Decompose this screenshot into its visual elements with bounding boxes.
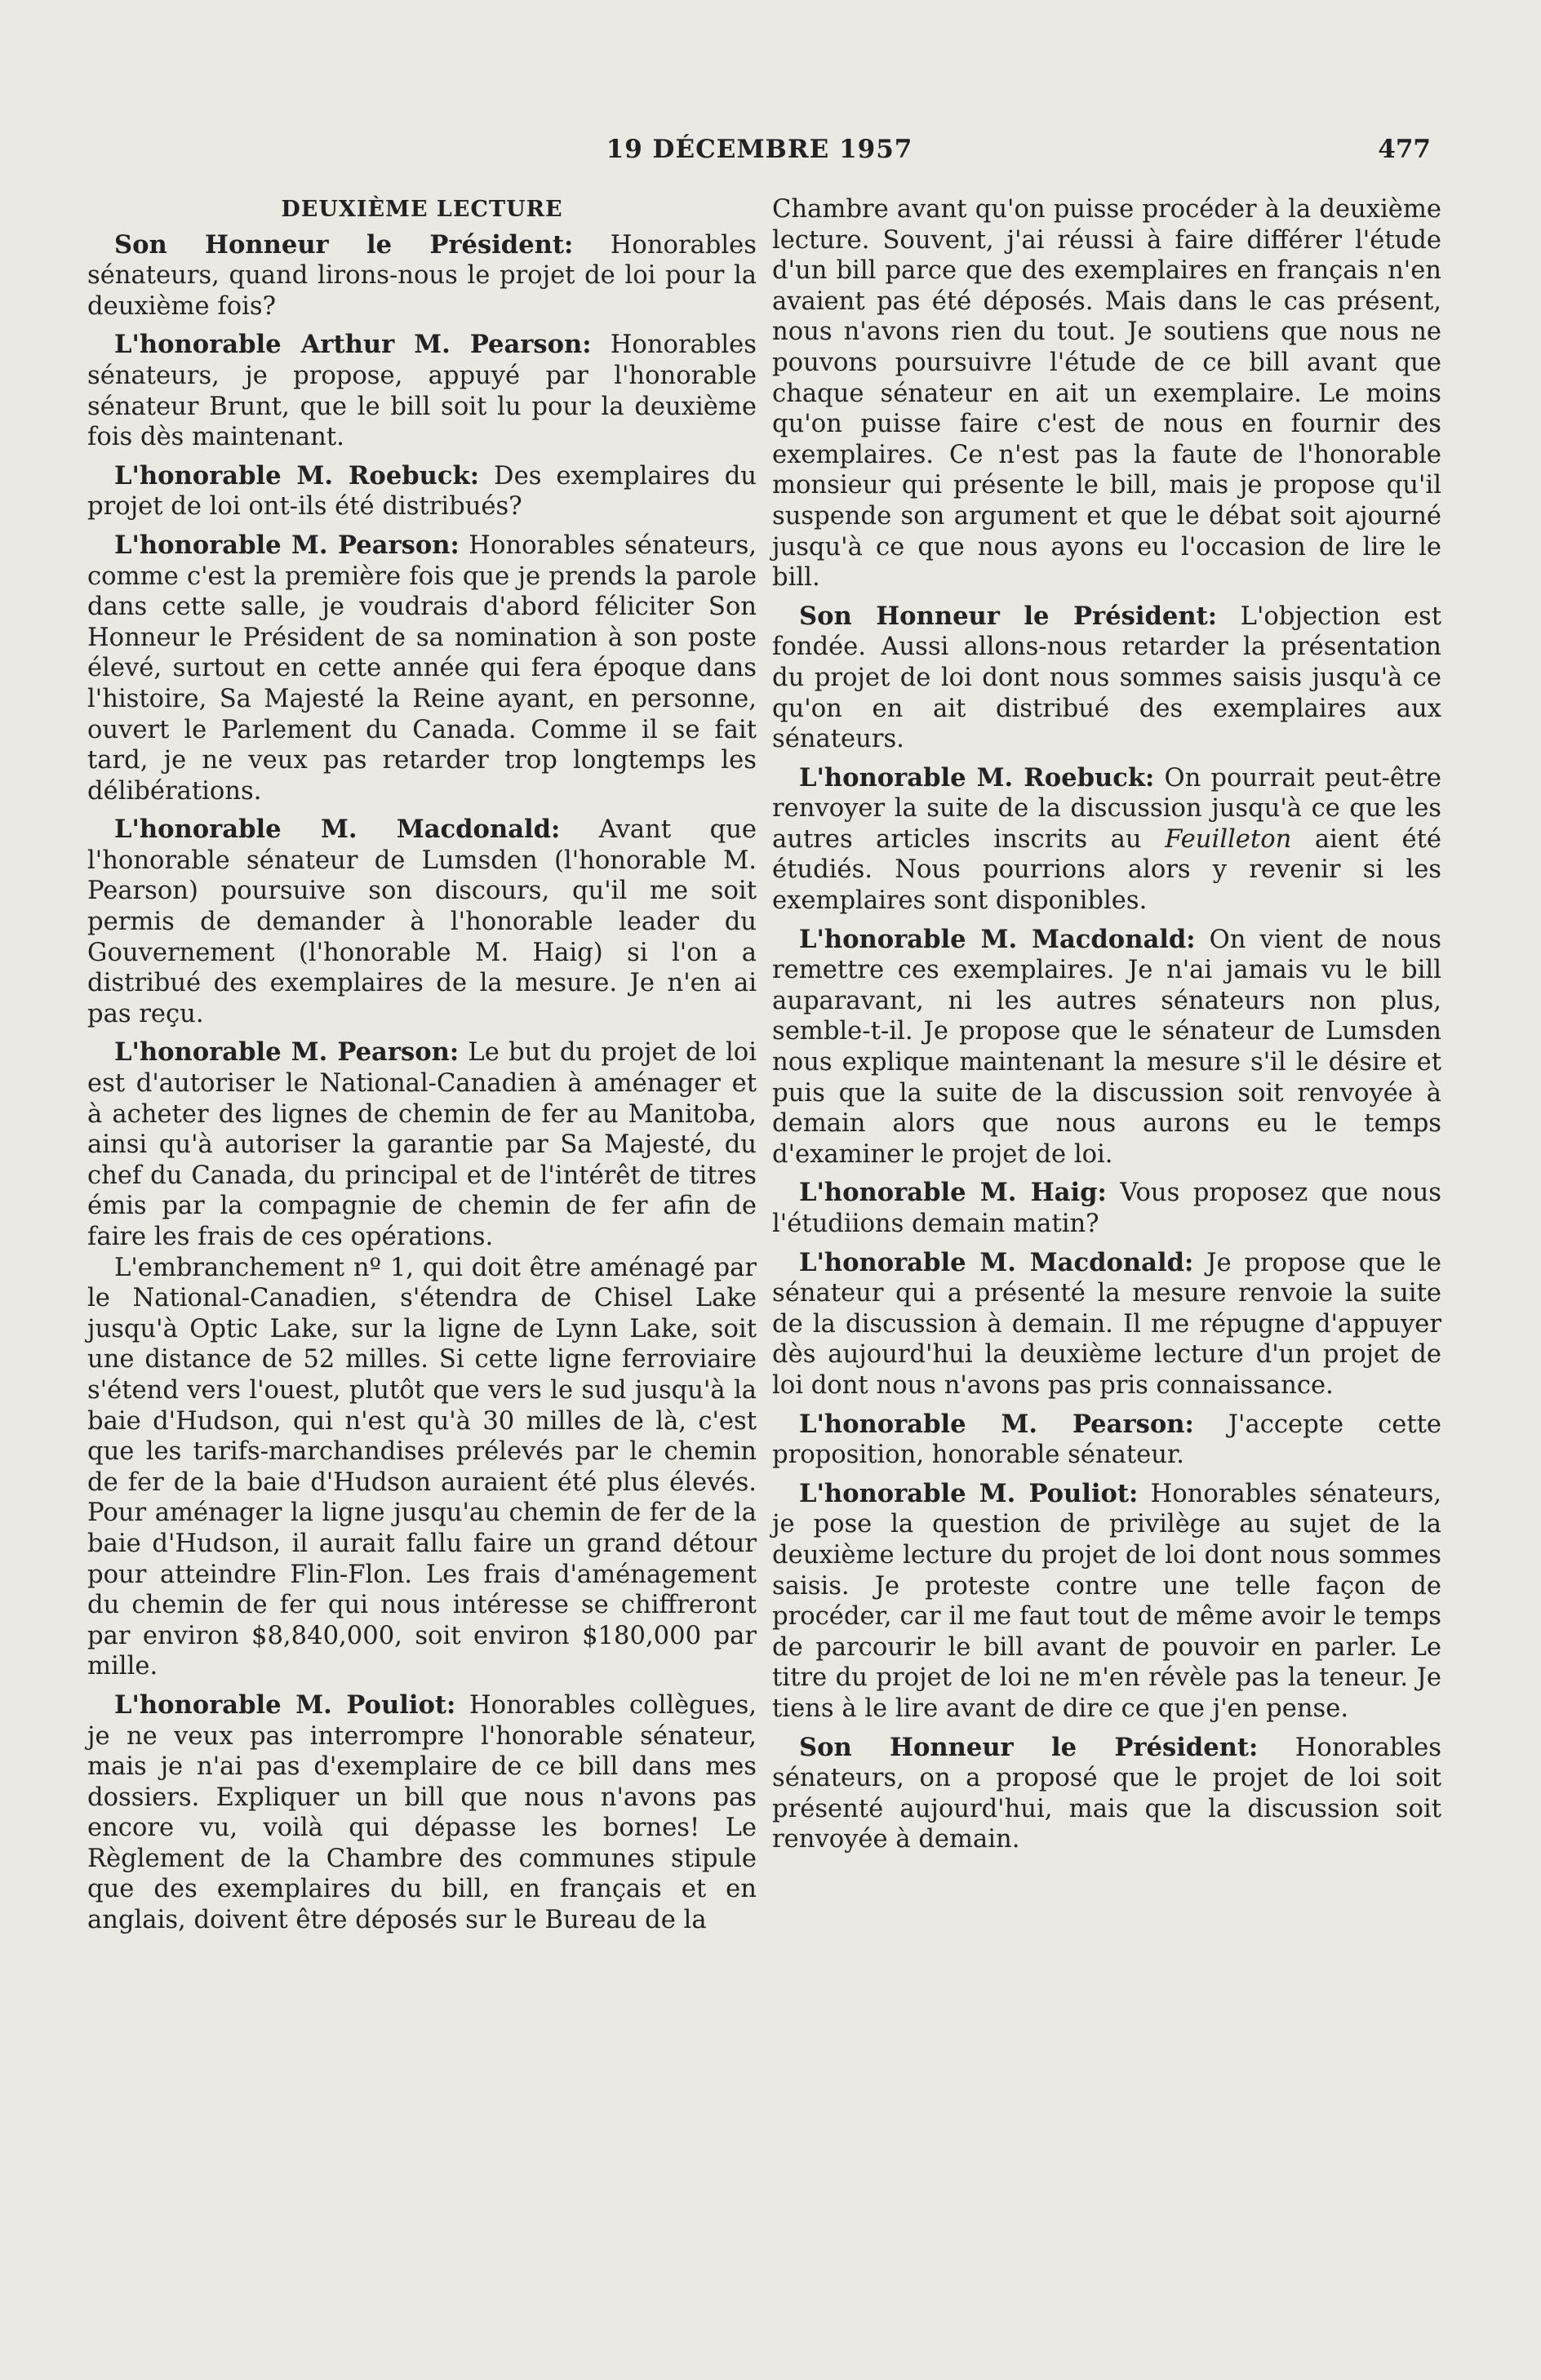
speaker-name: L'honorable M. Pouliot: <box>114 1690 456 1720</box>
speaker-name: L'honorable M. Pearson: <box>799 1409 1194 1439</box>
left-column <box>87 194 757 1944</box>
paragraph <box>87 461 757 522</box>
page-header <box>88 135 1431 175</box>
paragraph <box>87 1690 757 1936</box>
speaker-name: L'honorable M. Pearson: <box>114 530 460 560</box>
paragraph <box>772 1410 1441 1471</box>
paragraph-text: Honorables sénateurs, comme c'est la première fois que je prends la parole dans cette salle, je voudrais d'abord féliciter Son Honneur le Président de sa nomination à son poste élevé, surtout en cette année qui fera époque dans l'histoire, Sa Majesté la Reine ayant, en personne, ouvert le Parlement du Canada. Comme il se fait tard, je ne veux pas retarder trop longtemps les délibérations. <box>87 531 757 806</box>
speaker-name: L'honorable M. Macdonald: <box>114 815 561 845</box>
speaker-name: Son Honneur le Président: <box>799 1732 1259 1762</box>
paragraph <box>772 1178 1441 1239</box>
paragraph-text: Chambre avant qu'on puisse procéder à la deuxième lecture. Souvent, j'ai réussi à faire différer l'étude d'un bill parce que des exemplaires en français n'en avaient pas été déposés. Mais dans le cas présent, nous n'avons rien du tout. Je soutiens que nous ne pouvons poursuivre l'étude de ce bill avant que chaque sénateur en ait un exemplaire. Le moins qu'on puisse faire c'est de nous en fournir des exemplaires. Ce n'est pas la faute de l'honorable monsieur qui présente le bill, mais je propose qu'il suspende son argument et que le débat soit ajourné jusqu'à ce que nous ayons eu l'occasion de lire le bill. <box>772 195 1441 593</box>
paragraph <box>87 531 757 806</box>
paragraph <box>87 230 757 322</box>
paragraph-text: Je propose que le sénateur qui a présenté la mesure renvoie la suite de la discussion à demain. Il me répugne d'appuyer dès aujourd'hui la deuxième lecture d'un projet de loi dont nous n'avons pas pris connaissance. <box>772 1248 1441 1400</box>
paragraph <box>87 330 757 452</box>
paragraph-text: L'objection est fondée. Aussi allons-nous retarder la présentation du projet de loi dont nous sommes saisis jusqu'à ce qu'on en ait distribué des exemplaires aux sénateurs. <box>772 602 1441 754</box>
paragraph-text: Vous proposez que nous l'étudiions demain matin? <box>772 1179 1442 1238</box>
speaker-name: L'honorable Arthur M. Pearson: <box>114 330 592 360</box>
paragraph <box>87 1037 757 1252</box>
paragraph <box>772 1248 1441 1401</box>
speaker-name: L'honorable M. Pouliot: <box>799 1478 1139 1508</box>
speaker-name: L'honorable M. Pearson: <box>114 1037 460 1068</box>
speaker-name: Son Honneur le Président: <box>799 601 1218 631</box>
speaker-name: L'honorable M. Roebuck: <box>114 460 480 491</box>
header-date: 19 DÉCEMBRE 1957 <box>606 135 913 164</box>
paragraph <box>87 815 757 1029</box>
paragraph <box>772 602 1441 755</box>
paragraph-text: Des exemplaires du projet de loi ont-ils été distribués? <box>87 461 757 522</box>
paragraph-text: Honorables sénateurs, on a proposé que le projet de loi soit présenté aujourd'hui, mais que la discussion soit renvoyée à demain. <box>772 1733 1441 1854</box>
italic-term: Feuilleton <box>1165 824 1292 854</box>
paragraph <box>87 1253 757 1682</box>
paragraph <box>772 1733 1441 1855</box>
speaker-name: L'honorable M. Roebuck: <box>799 762 1155 793</box>
paragraph-text: Le but du projet de loi est d'autoriser le National-Canadien à aménager et à acheter des lignes de chemin de fer au Manitoba, ainsi qu'à autoriser la garantie par Sa Majesté, du chef du Canada, du principal et de l'intérêt de titres émis par la compagnie de chemin de fer afin de faire les frais de ces opérations. <box>87 1038 757 1251</box>
speaker-name: L'honorable M. Macdonald: <box>799 1247 1194 1277</box>
paragraph-text: On vient de nous remettre ces exemplaires. Je n'ai jamais vu le bill auparavant, ni les autres sénateurs non plus, semble-t-il. Je propose que le sénateur de Lumsden nous explique maintenant la mesure s'il le désire et puis que la suite de la discussion soit renvoyée à demain alors que nous aurons eu le temps d'examiner le projet de loi. <box>772 925 1441 1169</box>
paragraph <box>772 1479 1441 1725</box>
paragraph-text: Honorables sénateurs, quand lirons-nous le projet de loi pour la deuxième fois? <box>87 230 757 321</box>
paragraph <box>772 763 1441 917</box>
paragraph-text: L'embranchement nº 1, qui doit être aménagé par le National-Canadien, s'étendra de Chisel Lake jusqu'à Optic Lake, sur la ligne de Lynn Lake, soit une distance de 52 milles. Si cette ligne ferroviaire s'étend vers l'ouest, plutôt que vers le sud jusqu'à la baie d'Hudson, qui n'est qu'à 30 milles de là, c'est que les tarifs-marchandises prélevés par le chemin de fer de la baie d'Hudson auraient été plus élevés. Pour aménager la ligne jusqu'au chemin de fer de la baie d'Hudson, il aurait fallu faire un grand détour pour atteindre Flin-Flon. Les frais d'aménagement du chemin de fer qui nous intéresse se chiffreront par environ $8,840,000, soit environ $180,000 par mille. <box>87 1253 757 1681</box>
speaker-name: L'honorable M. Macdonald: <box>799 924 1196 954</box>
paragraph-text: Avant que l'honorable sénateur de Lumsden (l'honorable M. Pearson) poursuive son discours, qu'il me soit permis de demander à l'honorable leader du Gouvernement (l'honorable M. Haig) si l'on a distribué des exemplaires de la mesure. Je n'en ai pas reçu. <box>87 815 757 1028</box>
paragraph-text-tail: aient été étudiés. Nous pourrions alors y revenir si les exemplaires sont disponibles. <box>772 824 1441 916</box>
paragraph-text: Honorables sénateurs, je pose la question de privilège au sujet de la deuxième lecture du projet de loi dont nous sommes saisis. Je proteste contre une telle façon de procéder, car il me faut tout de même avoir le temps de parcourir le bill avant de pouvoir en parler. Le titre du projet de loi ne m'en révèle pas la teneur. Je tiens à le lire avant de dire ce que j'en pense. <box>772 1479 1441 1723</box>
paragraph-text: Honorables collègues, je ne veux pas interrompre l'honorable sénateur, mais je n'ai pas d'exemplaire de ce bill dans mes dossiers. Expliquer un bill que nous n'avons pas encore vu, voilà qui dépasse les bornes! Le Règlement de la Chambre des communes stipule que des exemplaires du bill, en français et en anglais, doivent être déposés sur le Bureau de la <box>87 1690 757 1935</box>
speaker-name: L'honorable M. Haig: <box>799 1178 1107 1208</box>
paragraph-text: Honorables sénateurs, je propose, appuyé par l'honorable sénateur Brunt, que le bill soit lu pour la deuxième fois dès maintenant. <box>87 331 757 452</box>
speaker-name: Son Honneur le Président: <box>114 229 574 260</box>
paragraph <box>772 925 1441 1170</box>
paragraph-text: On pourrait peut-être renvoyer la suite de la discussion jusqu'à ce que les autres articles inscrits au <box>772 763 1442 854</box>
page-number: 477 <box>1378 135 1431 164</box>
section-heading: DEUXIÈME LECTURE <box>281 197 563 222</box>
paragraph <box>772 194 1441 593</box>
paragraph-text: J'accepte cette proposition, honorable sénateur. <box>772 1410 1442 1470</box>
right-column <box>772 194 1441 1863</box>
